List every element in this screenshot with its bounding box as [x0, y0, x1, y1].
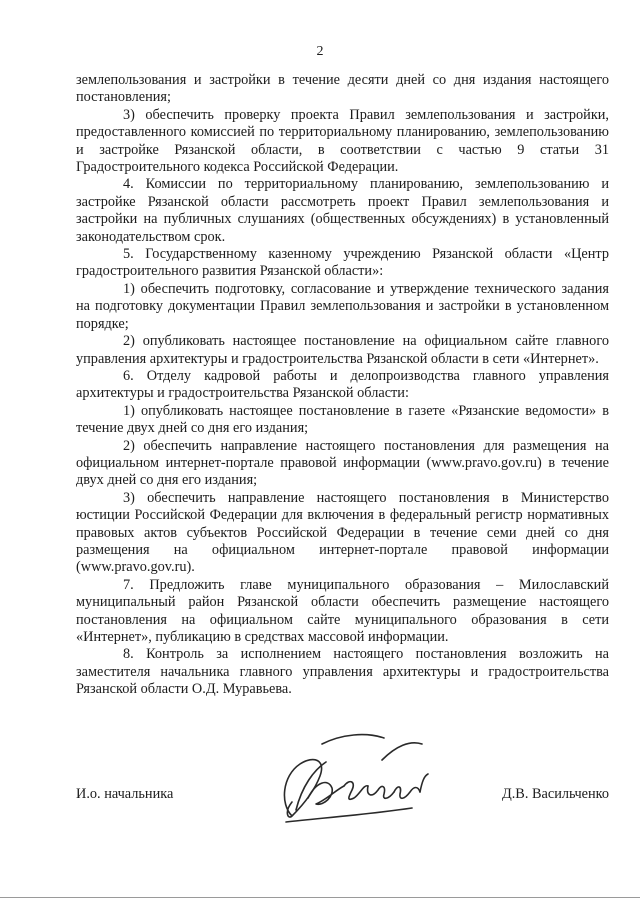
paragraph-6-item-3: 3) обеспечить направление настоящего постановления в Министерство юстиции Российской Федерации для включения в федеральный регистр нормативных правовых актов субъектов Российской Федерации в течение семи дней со дня размещения на официальном интернет-портале правовой информации (www.pravo.gov.ru).: [76, 489, 609, 576]
paragraph-4-commission: 4. Комиссии по территориальному планированию, землепользованию и застройке Рязанской области рассмотреть проект Правил землепользования и застройки на публичных слушаниях (общественных обсуждениях) в установленный законодательством срок.: [76, 176, 609, 245]
page-number: 2: [316, 44, 324, 59]
signatory-position: И.о. начальника: [76, 786, 174, 802]
signatory-name: Д.В. Васильченко: [501, 786, 609, 802]
page-bottom-edge: [0, 897, 640, 898]
paragraph-item-3-check-draft: 3) обеспечить проверку проекта Правил землепользования и застройки, предоставленного комиссией по территориальному планированию, землепользованию и застройке Рязанской области, в соответствии с частью 9 статьи 31 Градостроительного кодекса Российской Федерации.: [76, 106, 609, 176]
signature-row: [76, 786, 609, 810]
paragraph-5-item-1: 1) обеспечить подготовку, согласование и утверждение технического задания на подготовку документации Правил землепользования и застройки в установленном порядке;: [76, 280, 609, 332]
paragraph-continuation: землепользования и застройки в течение десяти дней со дня издания настоящего постановления;: [76, 72, 609, 106]
paragraph-8-control: 8. Контроль за исполнением настоящего постановления возложить на заместителя начальника главного управления архитектуры и градостроительства Рязанской области О.Д. Муравьева.: [76, 646, 609, 698]
paragraph-6-item-1: 1) опубликовать настоящее постановление в газете «Рязанские ведомости» в течение двух дней со дня его издания;: [76, 402, 609, 437]
paragraph-6-item-2: 2) обеспечить направление настоящего постановления для размещения на официальном интернет-портале правовой информации (www.pravo.gov.ru) в течение двух дней со дня его издания;: [76, 437, 609, 489]
paragraph-7-municipal-head: 7. Предложить главе муниципального образования – Милославский муниципальный район Рязанской области обеспечить размещение настоящего постановления на официальном сайте муниципального образования в сети «Интернет», публикацию в средствах массовой информации.: [76, 576, 609, 645]
document-body: [76, 72, 609, 699]
paragraph-5-item-2: 2) опубликовать настоящее постановление на официальном сайте главного управления архитектуры и градостроительства Рязанской области в сети «Интернет».: [76, 333, 609, 367]
paragraph-6-department: 6. Отделу кадровой работы и делопроизводства главного управления архитектуры и градостроительства Рязанской области:: [76, 367, 609, 402]
handwritten-signature: [262, 724, 442, 834]
paragraph-5-state-institution: 5. Государственному казенному учреждению Рязанской области «Центр градостроительного развития Рязанской области»:: [76, 246, 609, 280]
